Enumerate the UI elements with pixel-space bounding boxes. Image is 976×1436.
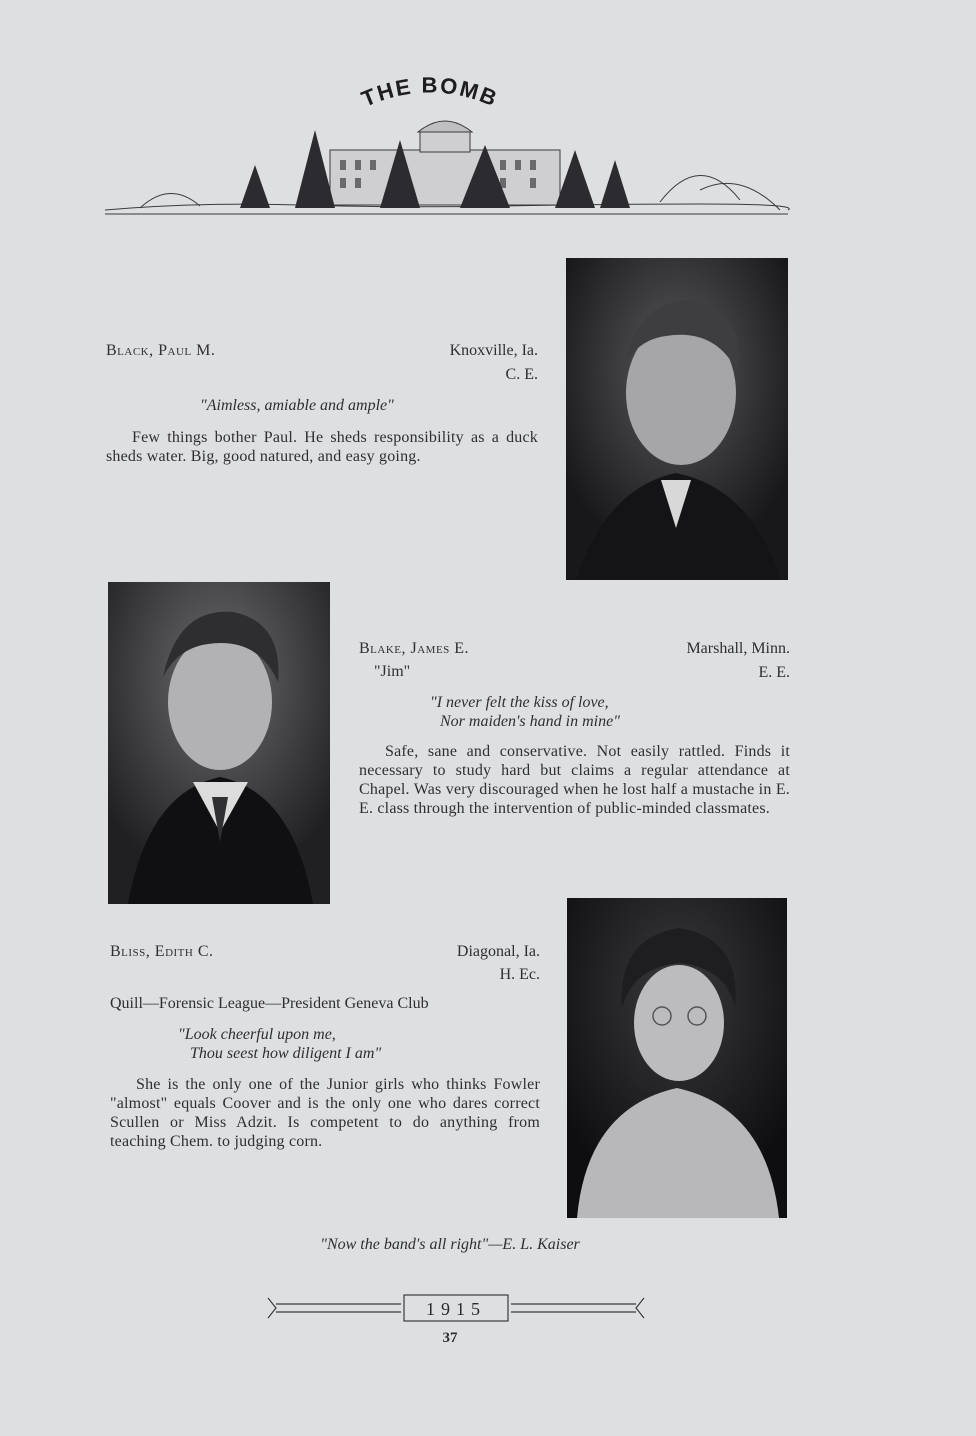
entry-description: She is the only one of the Junior girls who thinks Fowler "almost" equals Coover and is the only one who dares correct Scullen or Miss Adzit. Is competent to do anything from teaching Chem. to judging corn. <box>110 1076 540 1150</box>
entry-quote-line: Thou seest how diligent I am" <box>190 1045 382 1062</box>
page-number: 37 <box>442 1330 458 1346</box>
entry-name: Blake, James E. <box>359 640 470 657</box>
entry-description: Safe, sane and conservative. Not easily rattled. Finds it necessary to study hard but claims a regular attendance at Chapel. Was very discouraged when he lost half a mustache in E. E. class through the intervention of public-minded classmates. <box>359 743 790 817</box>
entry-course: C. E. <box>505 366 538 383</box>
masthead-title-text: THE BOMB <box>357 72 502 112</box>
entry-name: Black, Paul M. <box>106 342 216 359</box>
portrait-photo <box>566 258 788 580</box>
year-text: 1915 <box>426 1299 486 1319</box>
entry-location: Marshall, Minn. <box>686 640 790 657</box>
portrait-photo <box>567 898 787 1218</box>
entry-activities: Quill—Forensic League—President Geneva Club <box>110 995 429 1012</box>
footer-quote: "Now the band's all right"—E. L. Kaiser <box>320 1236 580 1253</box>
portrait-photo <box>108 582 330 904</box>
year-banner <box>266 1290 646 1326</box>
campus-banner-illustration <box>100 110 790 220</box>
entry-quote-line: Nor maiden's hand in mine" <box>440 713 620 730</box>
entry-location: Diagonal, Ia. <box>456 943 540 960</box>
entry-course: H. Ec. <box>499 966 540 983</box>
entry-course: E. E. <box>758 664 790 681</box>
entry-location: Knoxville, Ia. <box>449 342 538 359</box>
entry-quote-line: "I never felt the kiss of love, <box>430 694 609 711</box>
entry-nickname: "Jim" <box>374 663 411 680</box>
svg-text:THE BOMB <box>358 72 502 111</box>
entry-description: Few things bother Paul. He sheds responsibility as a duck sheds water. Big, good natured, and easy going. <box>106 429 538 465</box>
entry-name: Bliss, Edith C. <box>110 943 214 960</box>
entry-quote-line: "Look cheerful upon me, <box>178 1026 336 1043</box>
entry-quote: "Aimless, amiable and ample" <box>200 397 394 414</box>
